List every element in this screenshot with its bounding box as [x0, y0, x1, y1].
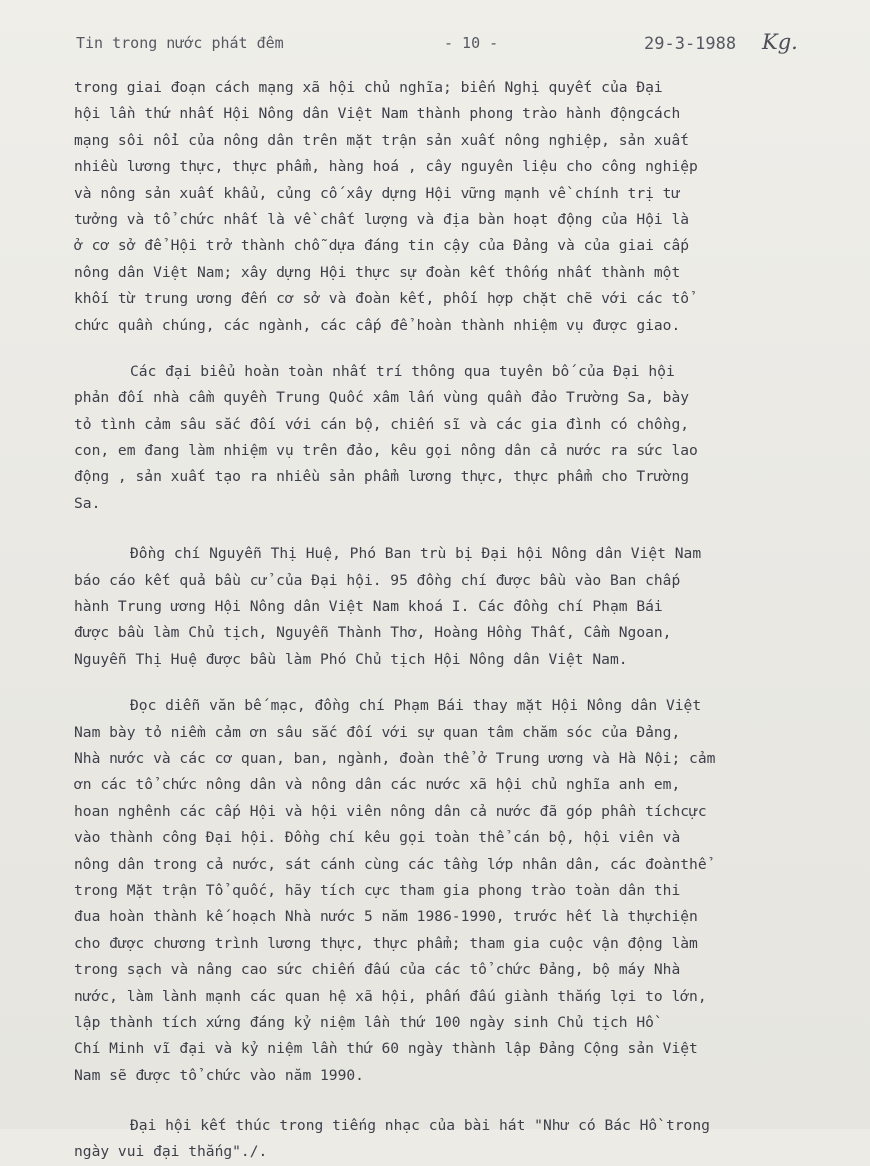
paragraph	[74, 75, 844, 339]
text-line: Các đại biểu hoàn toàn nhất trí thông qua tuyên bố của Đại hội	[130, 362, 675, 380]
document-body	[74, 75, 844, 1166]
text-line: vào thành công Đại hội. Đồng chí kêu gọi toàn thể cán bộ, hội viên và	[74, 829, 681, 847]
text-line: nước, làm lành mạnh các quan hệ xã hội, phấn đấu giành thắng lợi to lớn,	[74, 987, 707, 1005]
text-line: tưởng và tổ chức nhất là về chất lượng và địa bàn hoạt động của Hội là	[74, 210, 690, 228]
text-line: Đồng chí Nguyễn Thị Huệ, Phó Ban trù bị Đại hội Nông dân Việt Nam	[130, 545, 702, 563]
text-line: và nông sản xuất khẩu, củng cố xây dựng Hội vững mạnh về chính trị tư	[74, 184, 681, 202]
text-line: ở cơ sở để Hội trở thành chỗ dựa đáng tin cậy của Đảng và của giai cấp	[74, 237, 690, 255]
text-line: ngày vui đại thắng"./.	[74, 1143, 268, 1161]
text-line: Nguyễn Thị Huệ được bầu làm Phó Chủ tịch Hội Nông dân Việt Nam.	[74, 650, 628, 668]
text-line: nông dân trong cả nước, sát cánh cùng các tầng lớp nhân dân, các đoànthể	[74, 855, 707, 873]
paragraph-gap	[74, 339, 844, 359]
paragraph-gap	[74, 1089, 844, 1113]
text-line: ơn các tổ chức nông dân và nông dân các nước xã hội chủ nghĩa anh em,	[74, 776, 681, 794]
page-number: - 10 -	[444, 34, 499, 52]
text-line: Nhà nước và các cơ quan, ban, ngành, đoàn thể ở Trung ương và Hà Nội; cảm	[74, 749, 716, 767]
text-line: trong Mặt trận Tổ quốc, hãy tích cực tham gia phong trào toàn dân thi	[74, 881, 681, 899]
paragraph-list	[74, 75, 844, 1166]
paragraph	[74, 359, 844, 517]
header-date: 29-3-1988	[644, 34, 737, 54]
header-section-title: Tin trong nước phát đêm	[76, 34, 284, 52]
text-line: phản đối nhà cầm quyền Trung Quốc xâm lấn vùng quần đảo Trường Sa, bày	[74, 389, 690, 407]
text-line: nông dân Việt Nam; xây dựng Hội thực sự đoàn kết thống nhất thành một	[74, 263, 681, 281]
paragraph	[74, 1113, 844, 1166]
text-line: trong giai đoạn cách mạng xã hội chủ nghĩa; biến Nghị quyết của Đại	[74, 79, 663, 96]
paragraph	[74, 693, 844, 1089]
text-line: Sa.	[74, 494, 101, 512]
text-line: Đọc diễn văn bế mạc, đồng chí Phạm Bái thay mặt Hội Nông dân Việt	[130, 697, 702, 715]
text-line: đua hoàn thành kế hoạch Nhà nước 5 năm 1986-1990, trước hết là thựchiện	[74, 908, 698, 926]
page-header	[76, 30, 836, 58]
text-line: Chí Minh vĩ đại và kỷ niệm lần thứ 60 ngày thành lập Đảng Cộng sản Việt	[74, 1040, 698, 1058]
text-line: con, em đang làm nhiệm vụ trên đảo, kêu gọi nông dân cả nước ra sức lao	[74, 442, 698, 460]
text-line: nhiều lương thực, thực phẩm, hàng hoá , cây nguyên liệu cho công nghiệp	[74, 158, 698, 176]
text-line: cho được chương trình lương thực, thực phẩm; tham gia cuộc vận động làm	[74, 934, 698, 952]
text-line: trong sạch và nâng cao sức chiến đấu của các tổ chức Đảng, bộ máy Nhà	[74, 961, 681, 979]
text-line: Đại hội kết thúc trong tiếng nhạc của bài hát "Như có Bác Hồ trong	[130, 1117, 710, 1135]
text-line: hành Trung ương Hội Nông dân Việt Nam khoá I. Các đồng chí Phạm Bái	[74, 598, 663, 616]
text-line: hoan nghênh các cấp Hội và hội viên nông dân cả nước đã góp phần tíchcực	[74, 802, 707, 820]
text-line: lập thành tích xứng đáng kỷ niệm lần thứ 100 ngày sinh Chủ tịch Hồ	[74, 1013, 654, 1031]
text-line: hội lần thứ nhất Hội Nông dân Việt Nam thành phong trào hành độngcách	[74, 105, 681, 123]
text-line: động , sản xuất tạo ra nhiều sản phẩm lương thực, thực phẩm cho Trường	[74, 468, 690, 486]
paragraph-gap	[74, 673, 844, 693]
text-line: báo cáo kết quả bầu cử của Đại hội. 95 đồng chí được bầu vào Ban chấp	[74, 571, 681, 589]
text-line: khối từ trung ương đến cơ sở và đoàn kết, phối hợp chặt chẽ với các tổ	[74, 290, 690, 308]
paragraph	[74, 541, 844, 673]
handwritten-mark: Kg.	[762, 30, 798, 54]
text-line: tỏ tình cảm sâu sắc đối với cán bộ, chiến sĩ và các gia đình có chồng,	[74, 415, 690, 433]
text-line: được bầu làm Chủ tịch, Nguyễn Thành Thơ, Hoàng Hồng Thất, Cầm Ngoan,	[74, 624, 672, 642]
text-line: Nam sẽ được tổ chức vào năm 1990.	[74, 1066, 364, 1084]
text-line: mạng sôi nổi của nông dân trên mặt trận sản xuất nông nghiệp, sản xuất	[74, 131, 690, 149]
text-line: Nam bày tỏ niềm cảm ơn sâu sắc đối với sự quan tâm chăm sóc của Đảng,	[74, 723, 681, 741]
paragraph-gap	[74, 517, 844, 541]
text-line: chức quần chúng, các ngành, các cấp để hoàn thành nhiệm vụ được giao.	[74, 316, 681, 334]
